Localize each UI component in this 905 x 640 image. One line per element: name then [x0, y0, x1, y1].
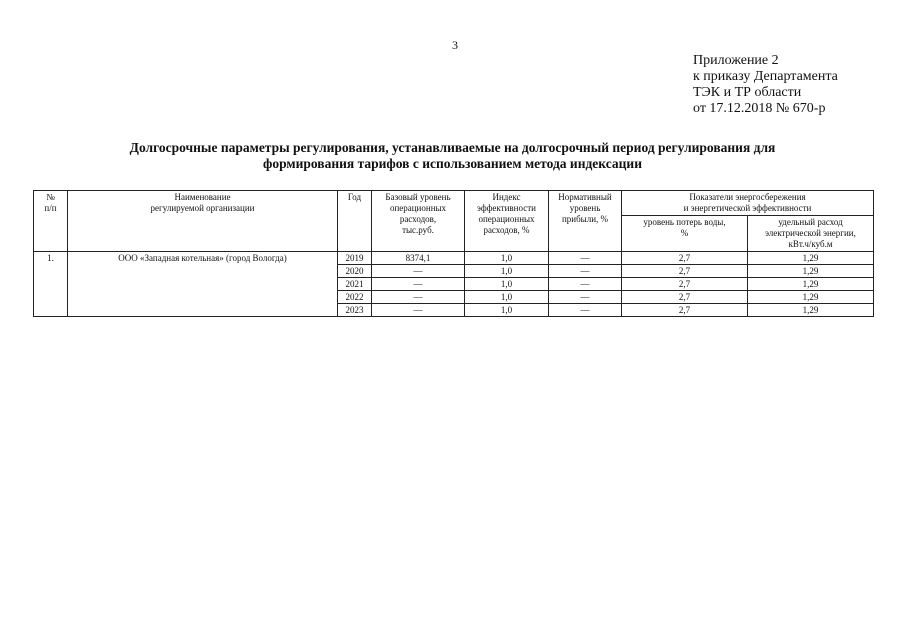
- cell-profit: —: [549, 291, 622, 304]
- cell-year: 2019: [338, 252, 372, 265]
- cell-profit: —: [549, 304, 622, 317]
- appendix-line: к приказу Департамента: [693, 69, 838, 84]
- cell-base: —: [372, 291, 465, 304]
- cell-year: 2023: [338, 304, 372, 317]
- cell-losses: 2,7: [622, 291, 748, 304]
- title-line: Долгосрочные параметры регулирования, устанавливаемые на долгосрочный период регулирования для: [129, 140, 776, 155]
- cell-index: 1,0: [465, 291, 549, 304]
- page-number: 3: [452, 38, 458, 52]
- header-efficiency-index: Индекс эффективности операционных расходов, %: [465, 191, 549, 252]
- appendix-line: Приложение 2: [693, 53, 779, 68]
- cell-energy: 1,29: [748, 304, 874, 317]
- organization-name: ООО «Западная котельная» (город Вологда): [68, 252, 338, 317]
- appendix-block: [693, 53, 838, 117]
- cell-profit: —: [549, 278, 622, 291]
- cell-profit: —: [549, 265, 622, 278]
- cell-base: —: [372, 304, 465, 317]
- header-energy-indicators: Показатели энергосбережения и энергетической эффективности: [622, 191, 874, 216]
- appendix-line: от 17.12.2018 № 670-р: [693, 101, 826, 116]
- table-row: [34, 252, 874, 265]
- header-base-level: Базовый уровень операционных расходов, тыс.руб.: [372, 191, 465, 252]
- cell-energy: 1,29: [748, 252, 874, 265]
- header-year: Год: [338, 191, 372, 252]
- document-title: [60, 140, 845, 172]
- cell-base: 8374,1: [372, 252, 465, 265]
- cell-year: 2020: [338, 265, 372, 278]
- cell-index: 1,0: [465, 304, 549, 317]
- cell-index: 1,0: [465, 278, 549, 291]
- header-organization: Наименование регулируемой организации: [68, 191, 338, 252]
- cell-energy: 1,29: [748, 265, 874, 278]
- title-line: формирования тарифов с использованием метода индексации: [263, 156, 642, 171]
- cell-energy: 1,29: [748, 291, 874, 304]
- header-water-losses: уровень потерь воды, %: [622, 216, 748, 252]
- cell-base: —: [372, 278, 465, 291]
- cell-losses: 2,7: [622, 278, 748, 291]
- cell-index: 1,0: [465, 252, 549, 265]
- header-num: № п/п: [34, 191, 68, 252]
- cell-base: —: [372, 265, 465, 278]
- header-energy-consumption: удельный расход электрической энергии, кВт.ч/куб.м: [748, 216, 874, 252]
- header-profit-level: Нормативный уровень прибыли, %: [549, 191, 622, 252]
- appendix-line: ТЭК и ТР области: [693, 85, 802, 100]
- row-number: 1.: [34, 252, 68, 317]
- parameters-table: [33, 190, 874, 317]
- cell-losses: 2,7: [622, 252, 748, 265]
- cell-energy: 1,29: [748, 278, 874, 291]
- cell-year: 2022: [338, 291, 372, 304]
- cell-index: 1,0: [465, 265, 549, 278]
- cell-year: 2021: [338, 278, 372, 291]
- cell-losses: 2,7: [622, 304, 748, 317]
- cell-profit: —: [549, 252, 622, 265]
- cell-losses: 2,7: [622, 265, 748, 278]
